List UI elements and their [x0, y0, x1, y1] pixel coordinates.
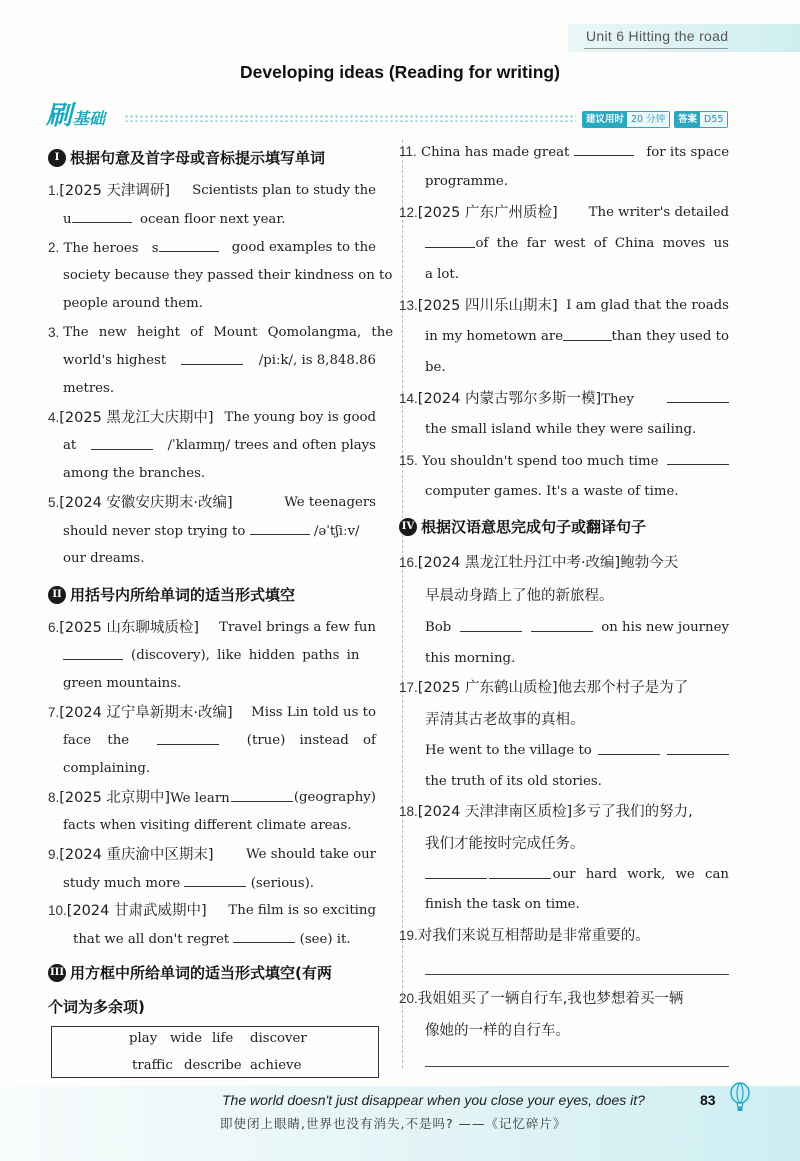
- section-title: 用括号内所给单词的适当形式填空: [70, 586, 296, 604]
- brand-logo: [46, 102, 105, 130]
- question-7-line-3: complaining.: [63, 761, 151, 776]
- question-2-line-2: society because they passed their kindness on to: [63, 268, 393, 283]
- section-badge: III: [48, 964, 66, 982]
- question-4-line-3: among the branches.: [63, 466, 206, 481]
- answer-blank[interactable]: [184, 874, 246, 887]
- answer-blank[interactable]: [231, 789, 293, 802]
- question-17-line-2: 弄清其古老故事的真相。: [425, 712, 585, 728]
- answer-blank[interactable]: [72, 210, 132, 223]
- section-2-heading: [48, 584, 295, 605]
- answer-line[interactable]: [425, 974, 729, 975]
- question-3-line-1: 3. The new height of Mount Qomolangma, the: [48, 325, 394, 340]
- answer-page-tag: [674, 111, 728, 128]
- section-3-heading-cont: [48, 996, 145, 1017]
- word-box-item: describe: [184, 1058, 242, 1073]
- question-12-line-1: 12.[2025 广东广州质检] The writer's detailed: [399, 205, 729, 221]
- question-8-line-1: 8.[2025 北京期中]We learn (geography): [48, 790, 376, 806]
- question-2-line-3: people around them.: [63, 296, 204, 311]
- question-5-line-3: our dreams.: [63, 551, 145, 566]
- question-18-line-4: finish the task on time.: [425, 897, 580, 912]
- question-6-line-3: green mountains.: [63, 676, 182, 691]
- question-10-line-2: that we all don't regret (see) it.: [73, 932, 351, 947]
- answer-blank[interactable]: [425, 866, 487, 879]
- question-8-line-2: facts when visiting different climate areas.: [63, 818, 352, 833]
- word-box-item: life: [212, 1031, 234, 1046]
- answer-blank[interactable]: [159, 239, 219, 252]
- question-18-line-3: our hard work, we can: [425, 866, 729, 884]
- answer-line[interactable]: [425, 1066, 729, 1067]
- unit-header-rule: [584, 48, 728, 49]
- question-9-line-1: 9.[2024 重庆渝中区期末] We should take our: [48, 847, 376, 863]
- question-16-line-1: 16.[2024 黑龙江牡丹江中考·改编]鲍勃今天: [399, 555, 679, 571]
- question-1-line-2: u ocean floor next year.: [63, 212, 286, 227]
- word-box-item: play: [129, 1031, 158, 1046]
- answer-blank[interactable]: [667, 452, 729, 465]
- word-box-item: wide: [170, 1031, 203, 1046]
- section-title: 根据汉语意思完成句子或翻译句子: [421, 518, 647, 536]
- word-box-item: discover: [250, 1031, 307, 1046]
- brand-big: 刷: [46, 101, 73, 131]
- question-3-line-3: metres.: [63, 381, 115, 396]
- question-9-line-2: study much more (serious).: [63, 876, 314, 891]
- question-15-line-2: computer games. It's a waste of time.: [425, 484, 679, 499]
- question-10-line-1: 10.[2024 甘肃武威期中] The film is so exciting: [48, 903, 376, 919]
- question-7-line-2: face the (true) instead of: [63, 733, 376, 748]
- answer-blank[interactable]: [598, 742, 660, 755]
- word-box-item: traffic: [132, 1058, 173, 1073]
- answer-blank[interactable]: [531, 619, 593, 632]
- answer-blank[interactable]: [181, 352, 243, 365]
- question-11-line-2: programme.: [425, 174, 508, 189]
- question-13-line-1: 13.[2025 四川乐山期末] I am glad that the roads: [399, 298, 729, 314]
- section-title-cont: 个词为多余项): [48, 998, 145, 1016]
- question-19-line-1: 19.对我们来说互相帮助是非常重要的。: [399, 928, 650, 944]
- answer-blank[interactable]: [667, 390, 729, 403]
- question-16-line-4: this morning.: [425, 651, 516, 666]
- question-4-line-1: 4.[2025 黑龙江大庆期中] The young boy is good: [48, 410, 376, 426]
- section-badge: II: [48, 586, 66, 604]
- question-20-line-2: 像她的一样的自行车。: [425, 1023, 570, 1039]
- question-16-line-3: Bob on his new journey: [425, 620, 729, 635]
- page-title: Developing ideas (Reading for writing): [240, 62, 560, 82]
- section-1-heading: [48, 147, 325, 168]
- question-18-line-2: 我们才能按时完成任务。: [425, 836, 585, 852]
- question-3-line-2: world's highest /piːk/, is 8,848.86: [63, 353, 376, 368]
- question-17-line-3: He went to the village to: [425, 742, 729, 760]
- question-14-line-2: the small island while they were sailing.: [425, 422, 697, 437]
- dotted-divider: [124, 114, 576, 122]
- question-16-line-2: 早晨动身踏上了他的新旅程。: [425, 588, 614, 604]
- section-badge: I: [48, 149, 66, 167]
- answer-blank[interactable]: [250, 522, 310, 535]
- question-13-line-3: be.: [425, 360, 446, 375]
- section-title: 根据句意及首字母或音标提示填写单词: [70, 149, 326, 167]
- question-5-line-2: should never stop trying to /əˈtʃiːv/: [63, 524, 360, 539]
- answer-blank[interactable]: [91, 437, 153, 450]
- word-box: [51, 1026, 379, 1078]
- question-6-line-2: (discovery), like hidden paths in: [63, 647, 376, 665]
- question-4-line-2: at /ˈklaɪmɪŋ/ trees and often plays: [63, 438, 376, 453]
- unit-header: Unit 6 Hitting the road: [586, 28, 729, 44]
- question-13-line-2: in my hometown are than they used to: [425, 329, 729, 344]
- question-6-line-1: 6.[2025 山东聊城质检] Travel brings a few fun: [48, 620, 376, 636]
- question-2-line-1: 2. The heroes s good examples to the: [48, 240, 376, 256]
- section-3-heading: [48, 962, 332, 983]
- answer-blank[interactable]: [563, 328, 611, 341]
- balloon-icon: [728, 1082, 752, 1112]
- footer-quote-chinese: 即使闭上眼睛,世界也没有消失,不是吗? ——《记忆碎片》: [220, 1116, 567, 1131]
- question-11-line-1: 11. China has made great for its space: [399, 144, 730, 160]
- question-1-line-1: 1.[2025 天津调研] Scientists plan to study the: [48, 183, 376, 199]
- brand-small: 基础: [73, 109, 106, 128]
- question-15-line-1: 15. You shouldn't spend too much time: [399, 452, 729, 471]
- question-5-line-1: 5.[2024 安徽安庆期末·改编] We teenagers: [48, 495, 376, 511]
- section-title: 用方框中所给单词的适当形式填空(有两: [70, 964, 332, 982]
- suggested-time-tag: [582, 111, 670, 128]
- answer-value: D55: [700, 112, 727, 127]
- question-20-line-1: 20.我姐姐买了一辆自行车,我也梦想着买一辆: [399, 991, 684, 1007]
- answer-blank[interactable]: [157, 732, 219, 745]
- answer-blank[interactable]: [63, 647, 123, 660]
- answer-blank[interactable]: [233, 930, 295, 943]
- answer-key: 答案: [675, 112, 700, 127]
- question-12-line-2: of the far west of China moves us: [425, 235, 729, 253]
- answer-blank[interactable]: [574, 143, 634, 156]
- time-value: 20 分钟: [627, 112, 669, 127]
- answer-blank[interactable]: [425, 235, 475, 248]
- answer-blank[interactable]: [667, 742, 729, 755]
- answer-blank[interactable]: [489, 866, 551, 879]
- question-17-line-1: 17.[2025 广东鹤山质检]他去那个村子是为了: [399, 680, 689, 696]
- footer-quote-english: The world doesn't just disappear when you close your eyes, does it?: [222, 1092, 645, 1108]
- question-7-line-1: 7.[2024 辽宁阜新期末·改编] Miss Lin told us to: [48, 705, 376, 721]
- question-17-line-4: the truth of its old stories.: [425, 774, 602, 789]
- word-box-item: achieve: [250, 1058, 302, 1073]
- section-badge: IV: [399, 518, 417, 536]
- section-4-heading: [399, 516, 646, 537]
- question-14-line-1: 14.[2024 内蒙古鄂尔多斯一模]They: [399, 390, 729, 409]
- section-banner: [46, 102, 746, 132]
- question-12-line-3: a lot.: [425, 267, 459, 282]
- time-key: 建议用时: [583, 112, 627, 127]
- answer-blank[interactable]: [460, 619, 522, 632]
- page-number: 83: [700, 1092, 716, 1108]
- question-18-line-1: 18.[2024 天津津南区质检]多亏了我们的努力,: [399, 804, 693, 820]
